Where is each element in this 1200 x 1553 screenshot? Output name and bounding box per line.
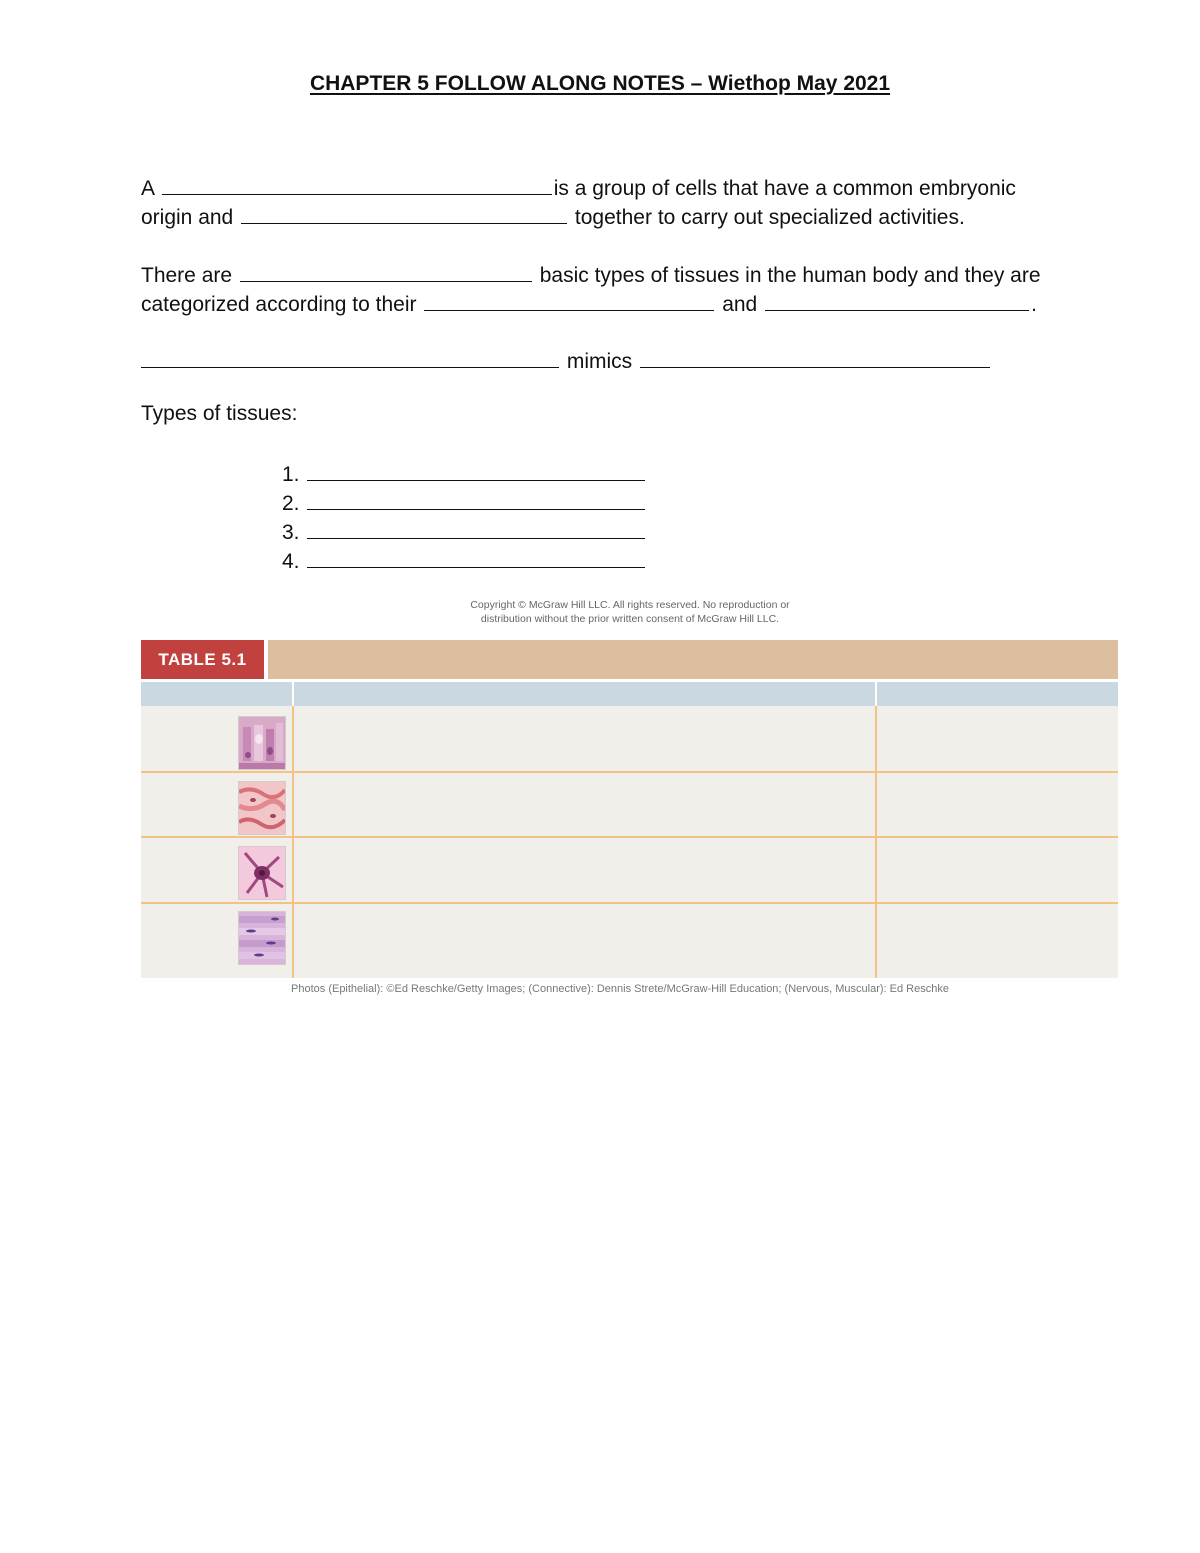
types-heading: Types of tissues:	[141, 402, 298, 425]
table-label: TABLE 5.1	[141, 640, 264, 679]
work-blank[interactable]	[241, 201, 567, 224]
copyright-notice	[0, 598, 1200, 626]
list-blank[interactable]	[307, 458, 645, 481]
photo-credit: Photos (Epithelial): ©Ed Reschke/Getty Images; (Connective): Dennis Strete/McGraw-Hill Education; (Nervous, Muscular): Ed Reschke	[291, 983, 949, 995]
mimics-blank-2[interactable]	[640, 345, 990, 368]
list-item	[282, 487, 647, 516]
tissue-types-list	[282, 458, 647, 574]
mimics-line	[141, 345, 992, 374]
number-blank[interactable]	[240, 259, 532, 282]
period-text: .	[1031, 293, 1037, 317]
categorized-text: categorized according to their	[141, 293, 417, 317]
list-item	[282, 516, 647, 545]
list-number: 3.	[282, 521, 300, 545]
copyright-line-2: distribution without the prior written consent of McGraw Hill LLC.	[480, 613, 780, 625]
list-number: 2.	[282, 492, 300, 516]
list-blank[interactable]	[307, 516, 645, 539]
epithelial-tissue-micrograph	[238, 716, 286, 770]
page-title: CHAPTER 5 FOLLOW ALONG NOTES – Wiethop May 2021	[309, 72, 891, 95]
column-divider	[875, 706, 877, 978]
row-divider	[141, 902, 1118, 904]
definition-text-start: A	[141, 177, 154, 201]
list-number: 4.	[282, 550, 300, 574]
table-header-cell	[877, 682, 1118, 706]
tissue-blank[interactable]	[162, 172, 552, 195]
criteria-blank-1[interactable]	[424, 288, 714, 311]
tissue-table	[141, 640, 1118, 978]
tissue-types-line-2	[141, 288, 1037, 317]
table-label-divider	[264, 640, 268, 679]
table-header-cell	[141, 682, 292, 706]
mimics-text: mimics	[566, 350, 633, 374]
definition-line-2	[141, 201, 965, 230]
definition-line-1	[141, 172, 1016, 201]
criteria-blank-2[interactable]	[765, 288, 1029, 311]
row-divider	[141, 771, 1118, 773]
list-item	[282, 458, 647, 487]
list-blank[interactable]	[307, 545, 645, 568]
tissue-types-start: There are	[141, 264, 233, 288]
table-header-cell	[294, 682, 875, 706]
column-divider	[292, 706, 294, 978]
table-banner	[141, 640, 1118, 679]
list-blank[interactable]	[307, 487, 645, 510]
copyright-line-1: Copyright © McGraw Hill LLC. All rights reserved. No reproduction or	[470, 599, 790, 611]
list-number: 1.	[282, 463, 300, 487]
definition-line-2-start: origin and	[141, 206, 234, 230]
nervous-tissue-micrograph	[238, 846, 286, 900]
table-body	[141, 706, 1118, 978]
and-text: and	[722, 293, 758, 317]
connective-tissue-micrograph	[238, 781, 286, 835]
definition-line-2-end: together to carry out specialized activities.	[574, 206, 965, 230]
tissue-types-line-1	[141, 259, 1041, 288]
list-item	[282, 545, 647, 574]
mimics-blank-1[interactable]	[141, 345, 559, 368]
tissue-types-end: basic types of tissues in the human body and they are	[539, 264, 1041, 288]
muscular-tissue-micrograph	[238, 911, 286, 965]
definition-text-end: is a group of cells that have a common embryonic	[553, 177, 1016, 201]
row-divider	[141, 836, 1118, 838]
